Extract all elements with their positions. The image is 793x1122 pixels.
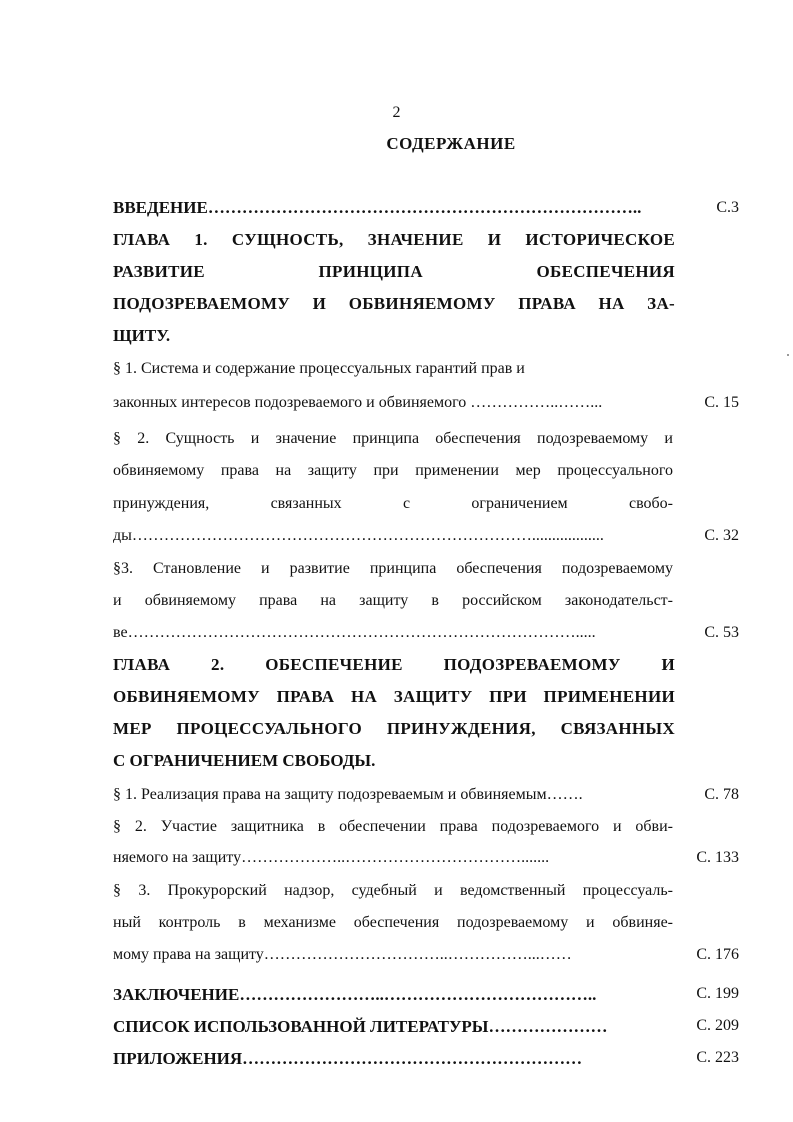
section-2-2-page: С. 133 <box>696 849 739 866</box>
toc-entry-appendices-title: ПРИЛОЖЕНИЯ…………………………………………………… <box>113 1049 583 1068</box>
chapter-1-title-line: РАЗВИТИЕ ПРИНЦИПА ОБЕСПЕЧЕНИЯ <box>113 262 675 281</box>
section-2-3-line: § 3. Прокурорский надзор, судебный и ведомственный процессуаль- <box>113 882 673 899</box>
toc-entry-intro-title: ВВЕДЕНИЕ………………………………………………………………….. <box>113 198 642 217</box>
section-1-3-page: С. 53 <box>704 624 739 641</box>
section-2-1-page: С. 78 <box>704 786 739 803</box>
section-1-2-line: § 2. Сущность и значение принципа обеспечения подозреваемому и <box>113 430 673 447</box>
section-1-1-line: § 1. Система и содержание процессуальных гарантий прав и <box>113 360 525 377</box>
chapter-1-title-line: ПОДОЗРЕВАЕМОМУ И ОБВИНЯЕМОМУ ПРАВА НА ЗА- <box>113 294 675 313</box>
page-number: 2 <box>392 104 401 121</box>
section-1-2-line: принуждения, связанных с ограничением свобо- <box>113 495 673 512</box>
chapter-1-title-line: ЩИТУ. <box>113 326 171 345</box>
chapter-2-title-line: МЕР ПРОЦЕССУАЛЬНОГО ПРИНУЖДЕНИЯ, СВЯЗАННЫХ <box>113 719 675 738</box>
section-1-1-page: С. 15 <box>704 394 739 411</box>
section-2-3-line: ный контроль в механизме обеспечения подозреваемому и обвиняе- <box>113 914 673 931</box>
toc-entry-bibliography-page: С. 209 <box>696 1017 739 1034</box>
section-2-2-line: § 2. Участие защитника в обеспечении права подозреваемого и обви- <box>113 818 673 835</box>
chapter-2-title-line: ГЛАВА 2. ОБЕСПЕЧЕНИЕ ПОДОЗРЕВАЕМОМУ И <box>113 655 675 674</box>
section-2-3-line: мому права на защиту……………………………..……………...…… <box>113 946 572 963</box>
section-1-2-page: С. 32 <box>704 527 739 544</box>
chapter-2-title-line: С ОГРАНИЧЕНИЕМ СВОБОДЫ. <box>113 751 376 770</box>
section-2-2-line: няемого на защиту………………..……………………………....... <box>113 849 550 866</box>
section-1-1-line: законных интересов подозреваемого и обвиняемого ……………..……... <box>113 394 603 411</box>
section-1-3-line: и обвиняемому права на защиту в российском законодательст- <box>113 592 673 609</box>
section-2-1-line: § 1. Реализация права на защиту подозреваемым и обвиняемым……. <box>113 786 583 803</box>
chapter-1-title-line: ГЛАВА 1. СУЩНОСТЬ, ЗНАЧЕНИЕ И ИСТОРИЧЕСКОЕ <box>113 230 675 249</box>
section-2-3-page: С. 176 <box>696 946 739 963</box>
section-1-2-line: ды………………………………………………………………….................. <box>113 527 604 544</box>
scan-artifact <box>787 354 789 356</box>
toc-entry-bibliography-title: СПИСОК ИСПОЛЬЗОВАННОЙ ЛИТЕРАТУРЫ………………… <box>113 1017 608 1036</box>
toc-entry-appendices-page: С. 223 <box>696 1049 739 1066</box>
toc-title: СОДЕРЖАНИЕ <box>386 134 516 153</box>
chapter-2-title-line: ОБВИНЯЕМОМУ ПРАВА НА ЗАЩИТУ ПРИ ПРИМЕНЕНИИ <box>113 687 675 706</box>
toc-entry-conclusion-title: ЗАКЛЮЧЕНИЕ……………………..……………………………….. <box>113 985 597 1004</box>
section-1-3-line: §3. Становление и развитие принципа обеспечения подозреваемому <box>113 560 673 577</box>
toc-entry-conclusion-page: С. 199 <box>696 985 739 1002</box>
section-1-3-line: ве…………………………………………………………………………..... <box>113 624 596 641</box>
section-1-2-line: обвиняемому права на защиту при применении мер процессуального <box>113 462 673 479</box>
toc-entry-intro-page: С.3 <box>716 199 739 216</box>
